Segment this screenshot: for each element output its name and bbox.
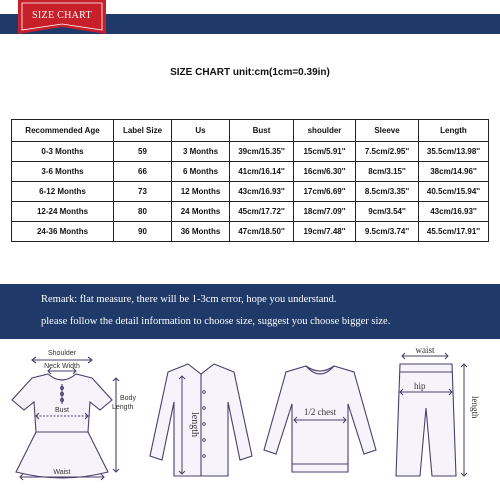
table-row bbox=[12, 202, 489, 222]
pants-measurement-diagram bbox=[390, 344, 490, 492]
shirt-measurement-diagram bbox=[148, 356, 254, 486]
cell-us: 3 Months bbox=[172, 142, 230, 162]
shirt-length-label: length bbox=[189, 412, 200, 437]
col-header-shoulder: shoulder bbox=[294, 120, 356, 142]
cell-bust: 39cm/15.35'' bbox=[230, 142, 294, 162]
pants-hip-label: hip bbox=[414, 381, 426, 391]
cell-shoulder: 15cm/5.91'' bbox=[294, 142, 356, 162]
cell-length: 45.5cm/17.91'' bbox=[419, 222, 489, 242]
cell-us: 12 Months bbox=[172, 182, 230, 202]
cell-age: 6-12 Months bbox=[12, 182, 114, 202]
cell-sleeve: 9.5cm/3.74'' bbox=[356, 222, 419, 242]
pants-waist-label: waist bbox=[415, 345, 435, 355]
cell-age: 3-6 Months bbox=[12, 162, 114, 182]
remark-line-1: Remark: flat measure, there will be 1-3cm error, hope you understand. bbox=[41, 294, 337, 305]
cell-label-size: 73 bbox=[114, 182, 172, 202]
cell-bust: 43cm/16.93'' bbox=[230, 182, 294, 202]
cell-shoulder: 17cm/6.69'' bbox=[294, 182, 356, 202]
remark-line-2: please follow the detail information to choose size, suggest you choose bigger size. bbox=[41, 316, 391, 327]
col-header-label-size: Label Size bbox=[114, 120, 172, 142]
dress-shoulder-label: Shoulder bbox=[47, 350, 77, 357]
cell-length: 43cm/16.93'' bbox=[419, 202, 489, 222]
dress-body-length-label-2: Length bbox=[112, 404, 134, 411]
size-chart-badge-label: SIZE CHART bbox=[32, 10, 92, 21]
col-header-recommended-age: Recommended Age bbox=[12, 120, 114, 142]
table-row bbox=[12, 142, 489, 162]
chart-title: SIZE CHART unit:cm(1cm=0.39in) bbox=[170, 67, 330, 78]
cell-shoulder: 19cm/7.48'' bbox=[294, 222, 356, 242]
cell-bust: 41cm/16.14'' bbox=[230, 162, 294, 182]
dress-body-length-label-1: Body bbox=[120, 395, 136, 402]
cell-shoulder: 18cm/7.09'' bbox=[294, 202, 356, 222]
cell-us: 24 Months bbox=[172, 202, 230, 222]
col-header-sleeve: Sleeve bbox=[356, 120, 419, 142]
table-row bbox=[12, 162, 489, 182]
cell-sleeve: 9cm/3.54'' bbox=[356, 202, 419, 222]
remark-banner bbox=[0, 284, 500, 339]
cell-shoulder: 16cm/6.30'' bbox=[294, 162, 356, 182]
cell-label-size: 66 bbox=[114, 162, 172, 182]
cell-length: 40.5cm/15.94'' bbox=[419, 182, 489, 202]
table-row bbox=[12, 222, 489, 242]
cell-us: 6 Months bbox=[172, 162, 230, 182]
col-header-bust: Bust bbox=[230, 120, 294, 142]
dress-neck-width-label: Neck Width bbox=[44, 363, 80, 370]
cell-bust: 47cm/18.50'' bbox=[230, 222, 294, 242]
cell-sleeve: 7.5cm/2.95'' bbox=[356, 142, 419, 162]
cell-length: 38cm/14.96'' bbox=[419, 162, 489, 182]
dress-bust-label: Bust bbox=[54, 407, 70, 414]
cell-us: 36 Months bbox=[172, 222, 230, 242]
cell-sleeve: 8cm/3.15'' bbox=[356, 162, 419, 182]
cell-age: 24-36 Months bbox=[12, 222, 114, 242]
sweater-measurement-diagram bbox=[262, 360, 378, 490]
cell-bust: 45cm/17.72'' bbox=[230, 202, 294, 222]
col-header-length: Length bbox=[419, 120, 489, 142]
dress-waist-label: Waist bbox=[53, 469, 71, 476]
cell-label-size: 59 bbox=[114, 142, 172, 162]
cell-age: 0-3 Months bbox=[12, 142, 114, 162]
col-header-us: Us bbox=[172, 120, 230, 142]
pants-length-label: length bbox=[470, 396, 480, 419]
sweater-chest-label: 1/2 chest bbox=[303, 407, 337, 417]
cell-sleeve: 8.5cm/3.35'' bbox=[356, 182, 419, 202]
table-header-row bbox=[12, 120, 489, 142]
dress-measurement-diagram bbox=[4, 344, 134, 494]
cell-label-size: 90 bbox=[114, 222, 172, 242]
table-row bbox=[12, 182, 489, 202]
size-table bbox=[11, 119, 489, 242]
cell-age: 12-24 Months bbox=[12, 202, 114, 222]
cell-length: 35.5cm/13.98'' bbox=[419, 142, 489, 162]
cell-label-size: 80 bbox=[114, 202, 172, 222]
